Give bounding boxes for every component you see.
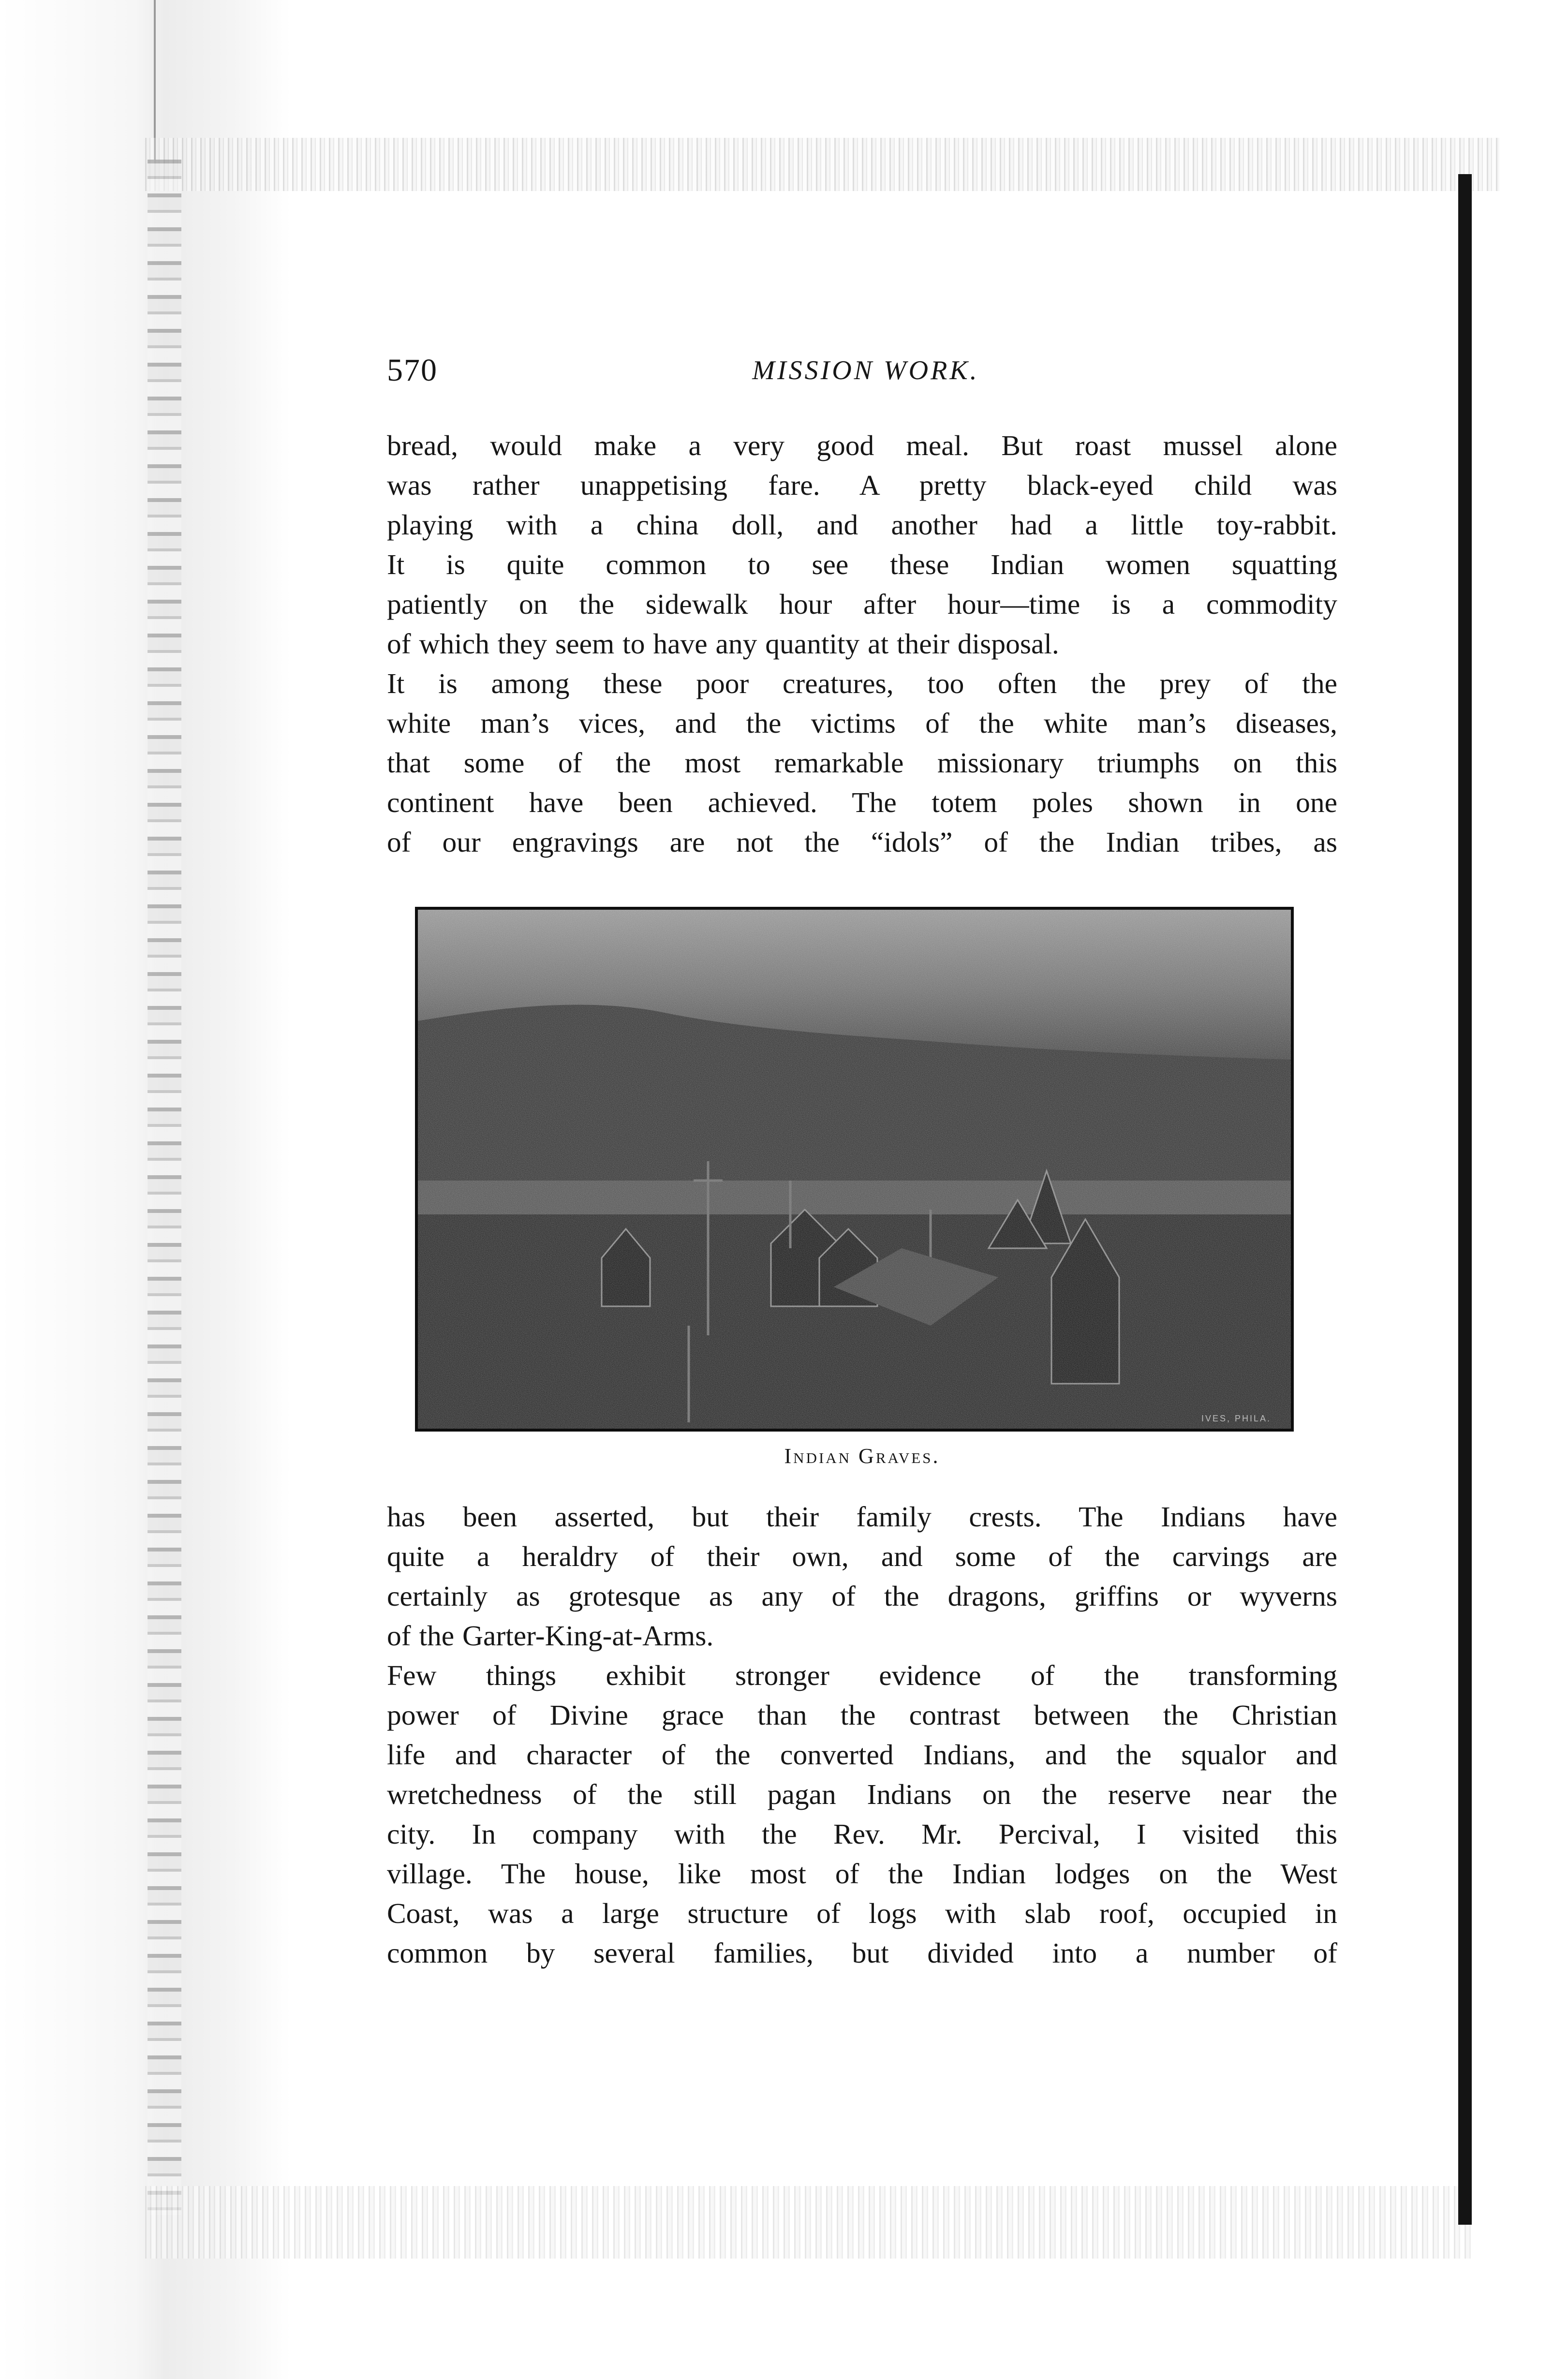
text-line: was rather unappetising fare. A pretty black-eyed child was — [387, 469, 1337, 501]
text-line: of the Garter-King-at-Arms. — [387, 1620, 714, 1652]
text-line: It is quite common to see these Indian women squatting — [387, 548, 1337, 580]
text-line: of which they seem to have any quantity at their disposal. — [387, 628, 1059, 660]
scan-right-black-bar — [1458, 174, 1472, 2225]
figure-caption: Indian Graves. — [784, 1444, 940, 1468]
text-line: playing with a china doll, and another had a little toy-rabbit. — [387, 509, 1337, 541]
page-header — [387, 348, 1345, 401]
page-number: 570 — [387, 353, 438, 388]
running-head: MISSION WORK. — [752, 355, 979, 385]
text-line: village. The house, like most of the Indian lodges on the West — [387, 1858, 1337, 1890]
text-line: common by several families, but divided into a number of — [387, 1937, 1337, 1969]
text-line: It is among these poor creatures, too often the prey of the — [387, 667, 1337, 699]
text-line: patiently on the sidewalk hour after hour—time is a commodity — [387, 588, 1337, 620]
scan-left-edge-noise — [148, 160, 181, 2215]
text-line: city. In company with the Rev. Mr. Percival, I visited this — [387, 1818, 1337, 1850]
text-line: has been asserted, but their family crests. The Indians have — [387, 1501, 1337, 1533]
text-line: certainly as grotesque as any of the dragons, griffins or wyverns — [387, 1580, 1337, 1612]
text-line: power of Divine grace than the contrast between the Christian — [387, 1699, 1337, 1731]
scan-bottom-noise — [145, 2186, 1475, 2259]
scan-margin-shadow — [0, 0, 290, 2379]
halftone-grain — [418, 910, 1291, 1429]
engraver-credit: IVES, PHILA. — [1201, 1414, 1272, 1423]
scan-top-noise — [145, 138, 1499, 191]
text-line: quite a heraldry of their own, and some of the carvings are — [387, 1540, 1337, 1572]
body-text-lower — [387, 1497, 1337, 1973]
indian-graves-engraving — [418, 910, 1291, 1429]
text-line: life and character of the converted Indians, and the squalor and — [387, 1739, 1337, 1771]
text-line: bread, would make a very good meal. But roast mussel alone — [387, 429, 1337, 461]
text-line: continent have been achieved. The totem poles shown in one — [387, 786, 1337, 818]
scan-spine-line — [154, 0, 156, 160]
body-text-upper — [387, 426, 1337, 862]
text-line: white man’s vices, and the victims of the white man’s diseases, — [387, 707, 1337, 739]
text-line: wretchedness of the still pagan Indians on the reserve near the — [387, 1778, 1337, 1810]
indian-graves-photo — [415, 907, 1294, 1432]
text-line: of our engravings are not the “idols” of the Indian tribes, as — [387, 826, 1337, 858]
text-line: Coast, was a large structure of logs with slab roof, occupied in — [387, 1897, 1337, 1929]
text-line: that some of the most remarkable missionary triumphs on this — [387, 747, 1337, 779]
text-line: Few things exhibit stronger evidence of the transforming — [387, 1659, 1337, 1691]
